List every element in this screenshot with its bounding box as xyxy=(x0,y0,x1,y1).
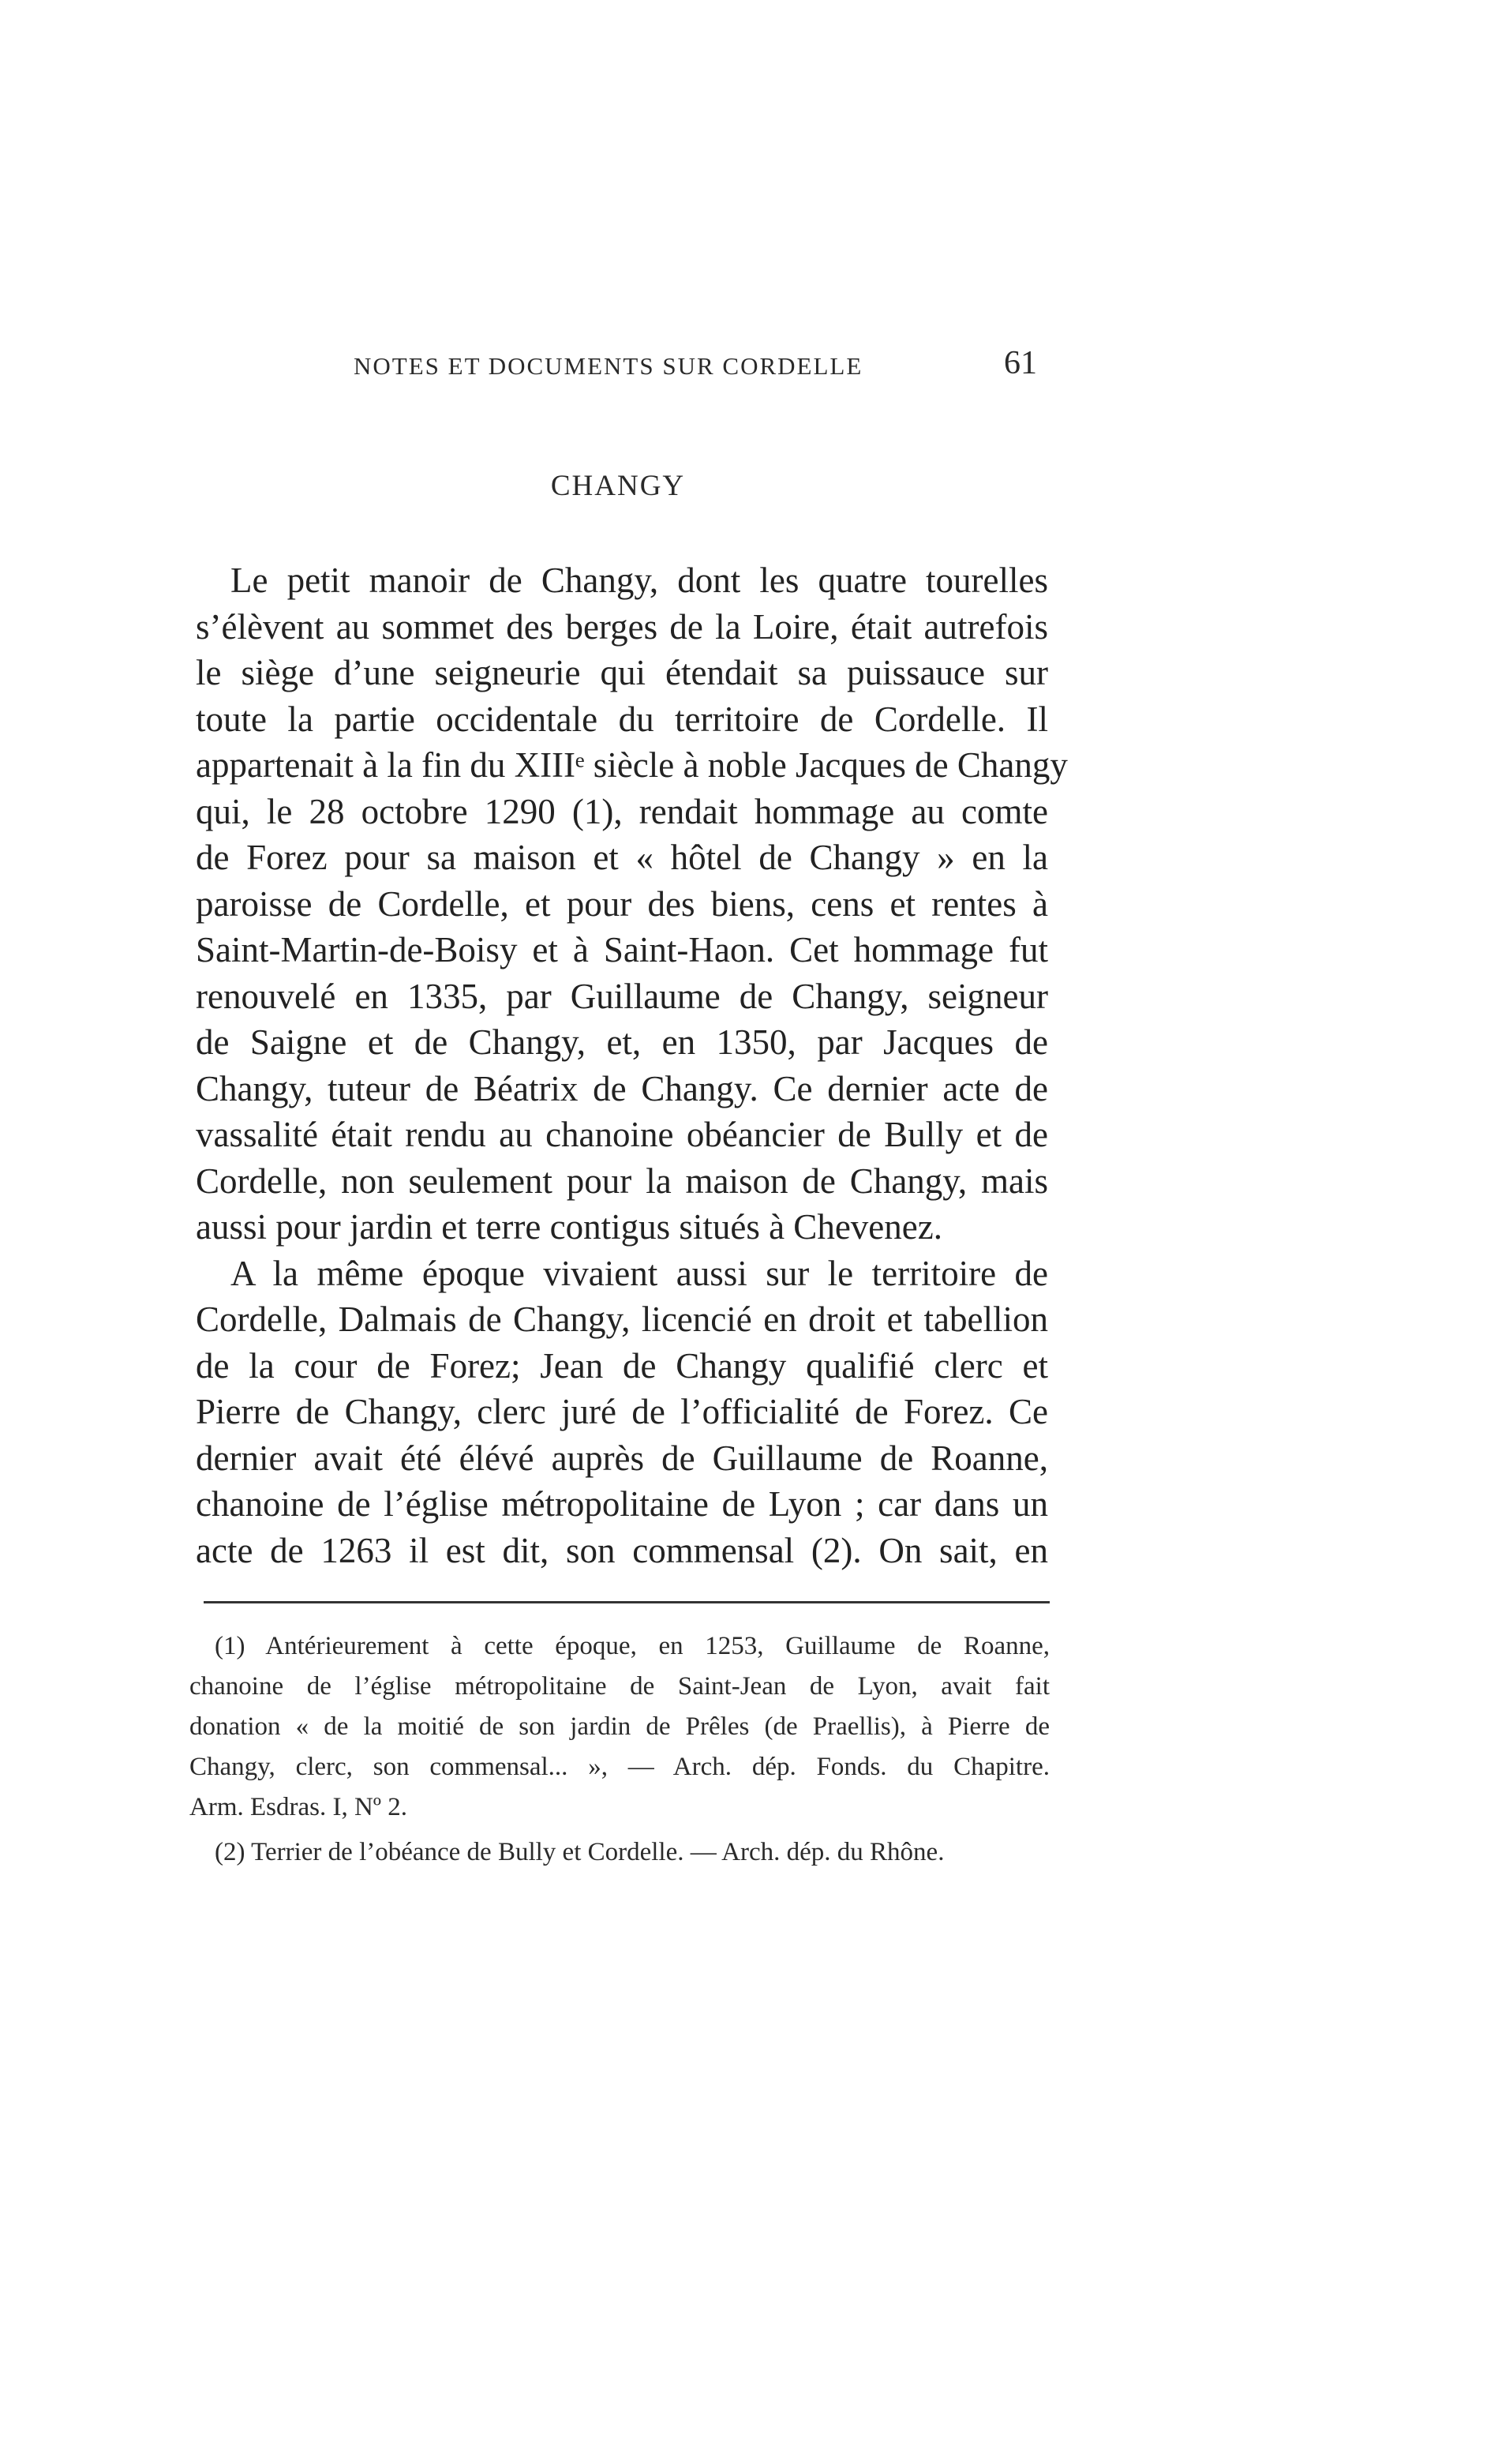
running-title: NOTES ET DOCUMENTS SUR CORDELLE xyxy=(354,352,863,380)
page-header xyxy=(350,344,1045,399)
page-number: 61 xyxy=(1004,345,1037,381)
footnotes xyxy=(189,1626,1050,1873)
body-line: aussi pour jardin et terre contigus situés à Chevenez. xyxy=(196,1207,942,1247)
footnote-divider xyxy=(204,1601,1050,1603)
body-line: Cordelle, non seulement pour la maison de Changy, mais xyxy=(196,1161,1048,1201)
body-line: Cordelle, Dalmais de Changy, licencié en droit et tabellion xyxy=(196,1300,1048,1339)
body-line: s’élèvent au sommet des berges de la Loire, était autrefois xyxy=(196,606,1048,647)
footnote-1-line: donation « de la moitié de son jardin de Prêles (de Praellis), à Pierre de xyxy=(189,1712,1050,1741)
body-line: Le petit manoir de Changy, dont les quatre tourelles xyxy=(230,561,1048,600)
footnote-1-line: Changy, clerc, son commensal... », — Arch. dép. Fonds. du Chapitre. xyxy=(189,1753,1050,1781)
body-line: le siège d’une seigneurie qui étendait sa puissauce sur xyxy=(196,653,1048,692)
body-line: de Saigne et de Changy, et, en 1350, par Jacques de xyxy=(196,1022,1048,1062)
body-line: paroisse de Cordelle, et pour des biens, cens et rentes à xyxy=(196,883,1048,924)
body-line: Pierre de Changy, clerc juré de l’officialité de Forez. Ce xyxy=(196,1392,1048,1431)
footnote-1-line: Arm. Esdras. I, Nº 2. xyxy=(189,1793,408,1821)
body-line: de Forez pour sa maison et « hôtel de Changy » en la xyxy=(196,838,1048,877)
body-line: appartenait à la fin du XIIIᵉ siècle à noble Jacques de Changy xyxy=(196,745,1068,785)
body-text xyxy=(196,557,1068,1573)
body-line: Changy, tuteur de Béatrix de Changy. Ce dernier acte de xyxy=(196,1068,1048,1108)
body-line: A la même époque vivaient aussi sur le territoire de xyxy=(230,1253,1048,1293)
footnote-2: (2) Terrier de l’obéance de Bully et Cordelle. — Arch. dép. du Rhône. xyxy=(215,1838,945,1866)
body-line: renouvelé en 1335, par Guillaume de Changy, seigneur xyxy=(196,976,1048,1016)
footnote-1-line: chanoine de l’église métropolitaine de Saint-Jean de Lyon, avait fait xyxy=(189,1672,1050,1701)
footnote-1-line: (1) Antérieurement à cette époque, en 1253, Guillaume de Roanne, xyxy=(215,1632,1050,1660)
body-line: chanoine de l’église métropolitaine de Lyon ; car dans un xyxy=(196,1484,1048,1524)
body-line: qui, le 28 octobre 1290 (1), rendait hommage au comte xyxy=(196,791,1048,831)
body-line: toute la partie occidentale du territoire de Cordelle. Il xyxy=(196,699,1048,739)
body-line: vassalité était rendu au chanoine obéancier de Bully et de xyxy=(196,1115,1048,1154)
section-title: CHANGY xyxy=(550,470,686,502)
body-line: dernier avait été élévé auprès de Guillaume de Roanne, xyxy=(196,1438,1048,1478)
body-line: Saint-Martin-de-Boisy et à Saint-Haon. Cet hommage fut xyxy=(196,930,1048,969)
body-line: de la cour de Forez; Jean de Changy qualifié clerc et xyxy=(196,1345,1048,1386)
body-line: acte de 1263 il est dit, son commensal (2). On sait, en xyxy=(196,1530,1048,1570)
